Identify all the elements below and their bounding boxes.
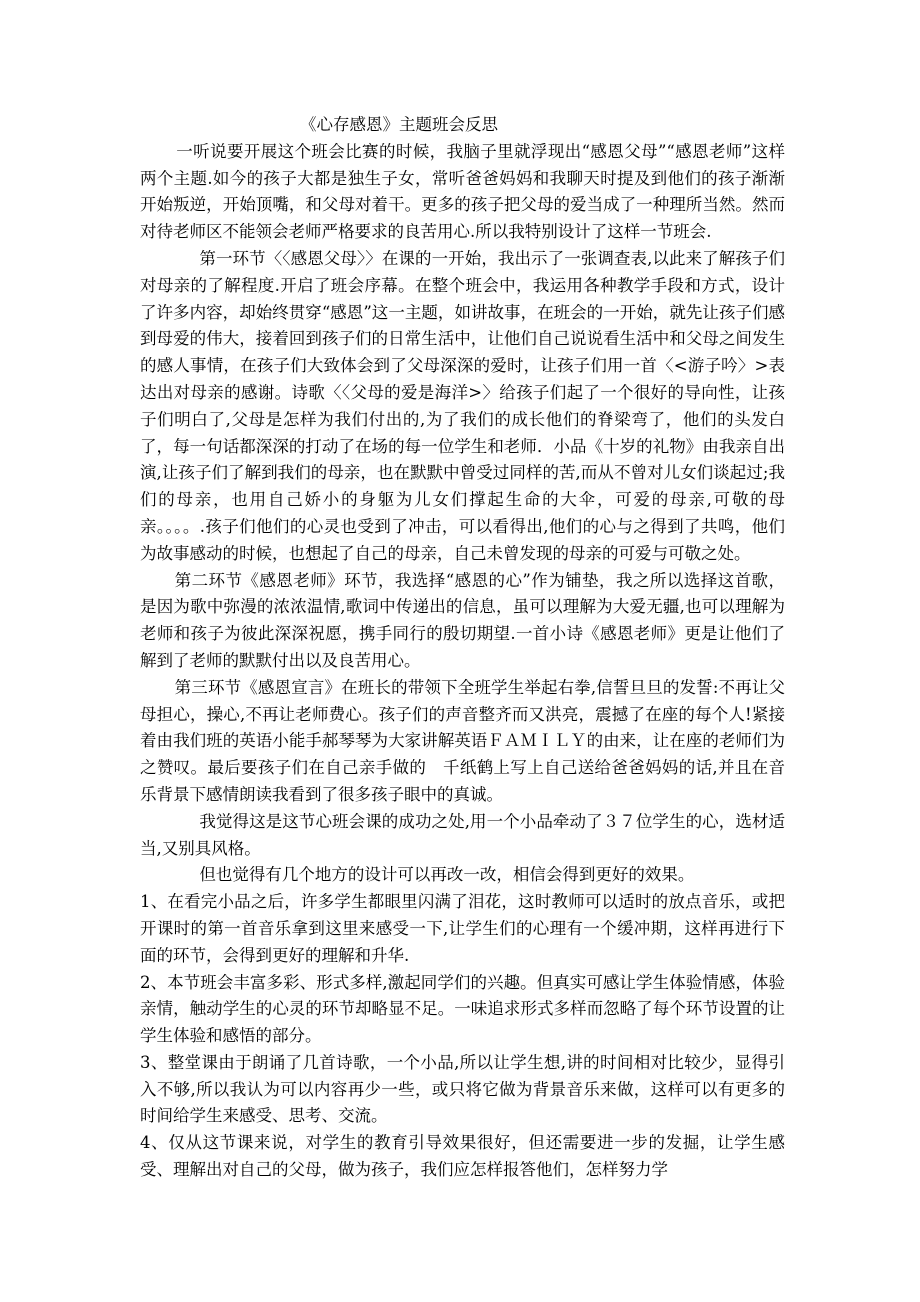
list-item: 3、整堂课由于朗诵了几首诗歌，一个小品,所以让学生想,讲的时间相对比较少，显得引入不够,所以我认为可以内容再少一些，或只将它做为背景音乐来做，这样可以有更多的时间给学生来感受、思考、交流。 [140,1052,785,1126]
paragraph-section-1: 第一环节〈〈感恩父母〉〉在课的一开始，我出示了一张调查表,以此来了解孩子们对母亲的了解程度.开启了班会序幕。在整个班会中，我运用各种教学手段和方式，设计了许多内容，却始终贯穿“感恩”这一主题，如讲故事，在班会的一开始，就先让孩子们感到母爱的伟大，接着回到孩子们的日常生活中，让他们自己说说看生活中和父母之间发生的感人事情，在孩子们大致体会到了父母深深的爱时，让孩子们用一首〈<游子吟〉>表达出对母亲的感谢。诗歌〈〈父母的爱是海洋>〉给孩子们起了一个很好的导向性，让孩子们明白了,父母是怎样为我们付出的,为了我们的成长他们的脊梁弯了，他们的头发白了，每一句话都深深的打动了在场的每一位学生和老师．小品《十岁的礼物》由我亲自出演,让孩子们了解到我们的母亲，也在默默中曾受过同样的苦,而从不曾对儿女们谈起过;我们的母亲，也用自己娇小的身躯为儿女们撑起生命的大伞，可爱的母亲,可敬的母亲。。。。.孩子们他们的心灵也受到了冲击，可以看得出,他们的心与之得到了共鸣，他们为故事感动的时候，也想起了自己的母亲，自己未曾发现的母亲的可爱与可敬之处。 [140,248,785,563]
paragraph-improvement-intro: 但也觉得有几个地方的设计可以再改一改，相信会得到更好的效果。 [199,865,695,885]
paragraph-success: 我觉得这是这节心班会课的成功之处,用一个小品牵动了３７位学生的心，选材适当,又别具风格。 [140,811,785,858]
paragraph-intro: 一听说要开展这个班会比赛的时候，我脑子里就浮现出“感恩父母”“感恩老师”这样两个主题.如今的孩子大都是独生子女，常听爸爸妈妈和我聊天时提及到他们的孩子渐渐开始叛逆，开始顶嘴，和父母对着干。更多的孩子把父母的爱当成了一种理所当然。然而对待老师区不能领会老师严格要求的良苦用心.所以我特别设计了这样一节班会. [140,141,785,242]
list-item: 1、在看完小品之后，许多学生都眼里闪满了泪花，这时教师可以适时的放点音乐，或把开课时的第一首音乐拿到这里来感受一下,让学生们的心理有一个缓冲期，这样再进行下面的环节，会得到更好的理解和升华. [140,892,785,965]
list-item: 4、仅从这节课来说，对学生的教育引导效果很好，但还需要进一步的发掘，让学生感受、理解出对自己的父母，做为孩子，我们应怎样报答他们，怎样努力学 [140,1133,785,1180]
list-item: 2、本节班会丰富多彩、形式多样,激起同学们的兴趣。但真实可感让学生体验情感，体验亲情，触动学生的心灵的环节却略显不足。一味追求形式多样而忽略了每个环节设置的让学生体验和感悟的部分。 [140,972,785,1046]
paragraph-section-2: 第二环节《感恩老师》环节，我选择“感恩的心”作为铺垫，我之所以选择这首歌，是因为歌中弥漫的浓浓温情,歌词中传递出的信息，虽可以理解为大爱无疆,也可以理解为老师和孩子为彼此深深祝愿，携手同行的殷切期望.一首小诗《感恩老师》更是让他们了解到了老师的默默付出以及良苦用心。 [140,570,785,670]
paragraph-section-3: 第三环节《感恩宣言》在班长的带领下全班学生举起右拳,信誓旦旦的发誓:不再让父母担心，操心,不再让老师费心。孩子们的声音整齐而又洪亮，震撼了在座的每个人!紧接着由我们班的英语小能手郝琴琴为大家讲解英语ＦＡＭＩＬＹ的由来，让在座的老师们为之赞叹。最后要孩子们在自己亲手做的 千纸鹤上写上自己送给爸爸妈妈的话,并且在音乐背景下感情朗读我看到了很多孩子眼中的真诚。 [140,677,785,804]
document-title: 《心存感恩》主题班会反思 [300,115,498,134]
document-body [140,112,785,1184]
